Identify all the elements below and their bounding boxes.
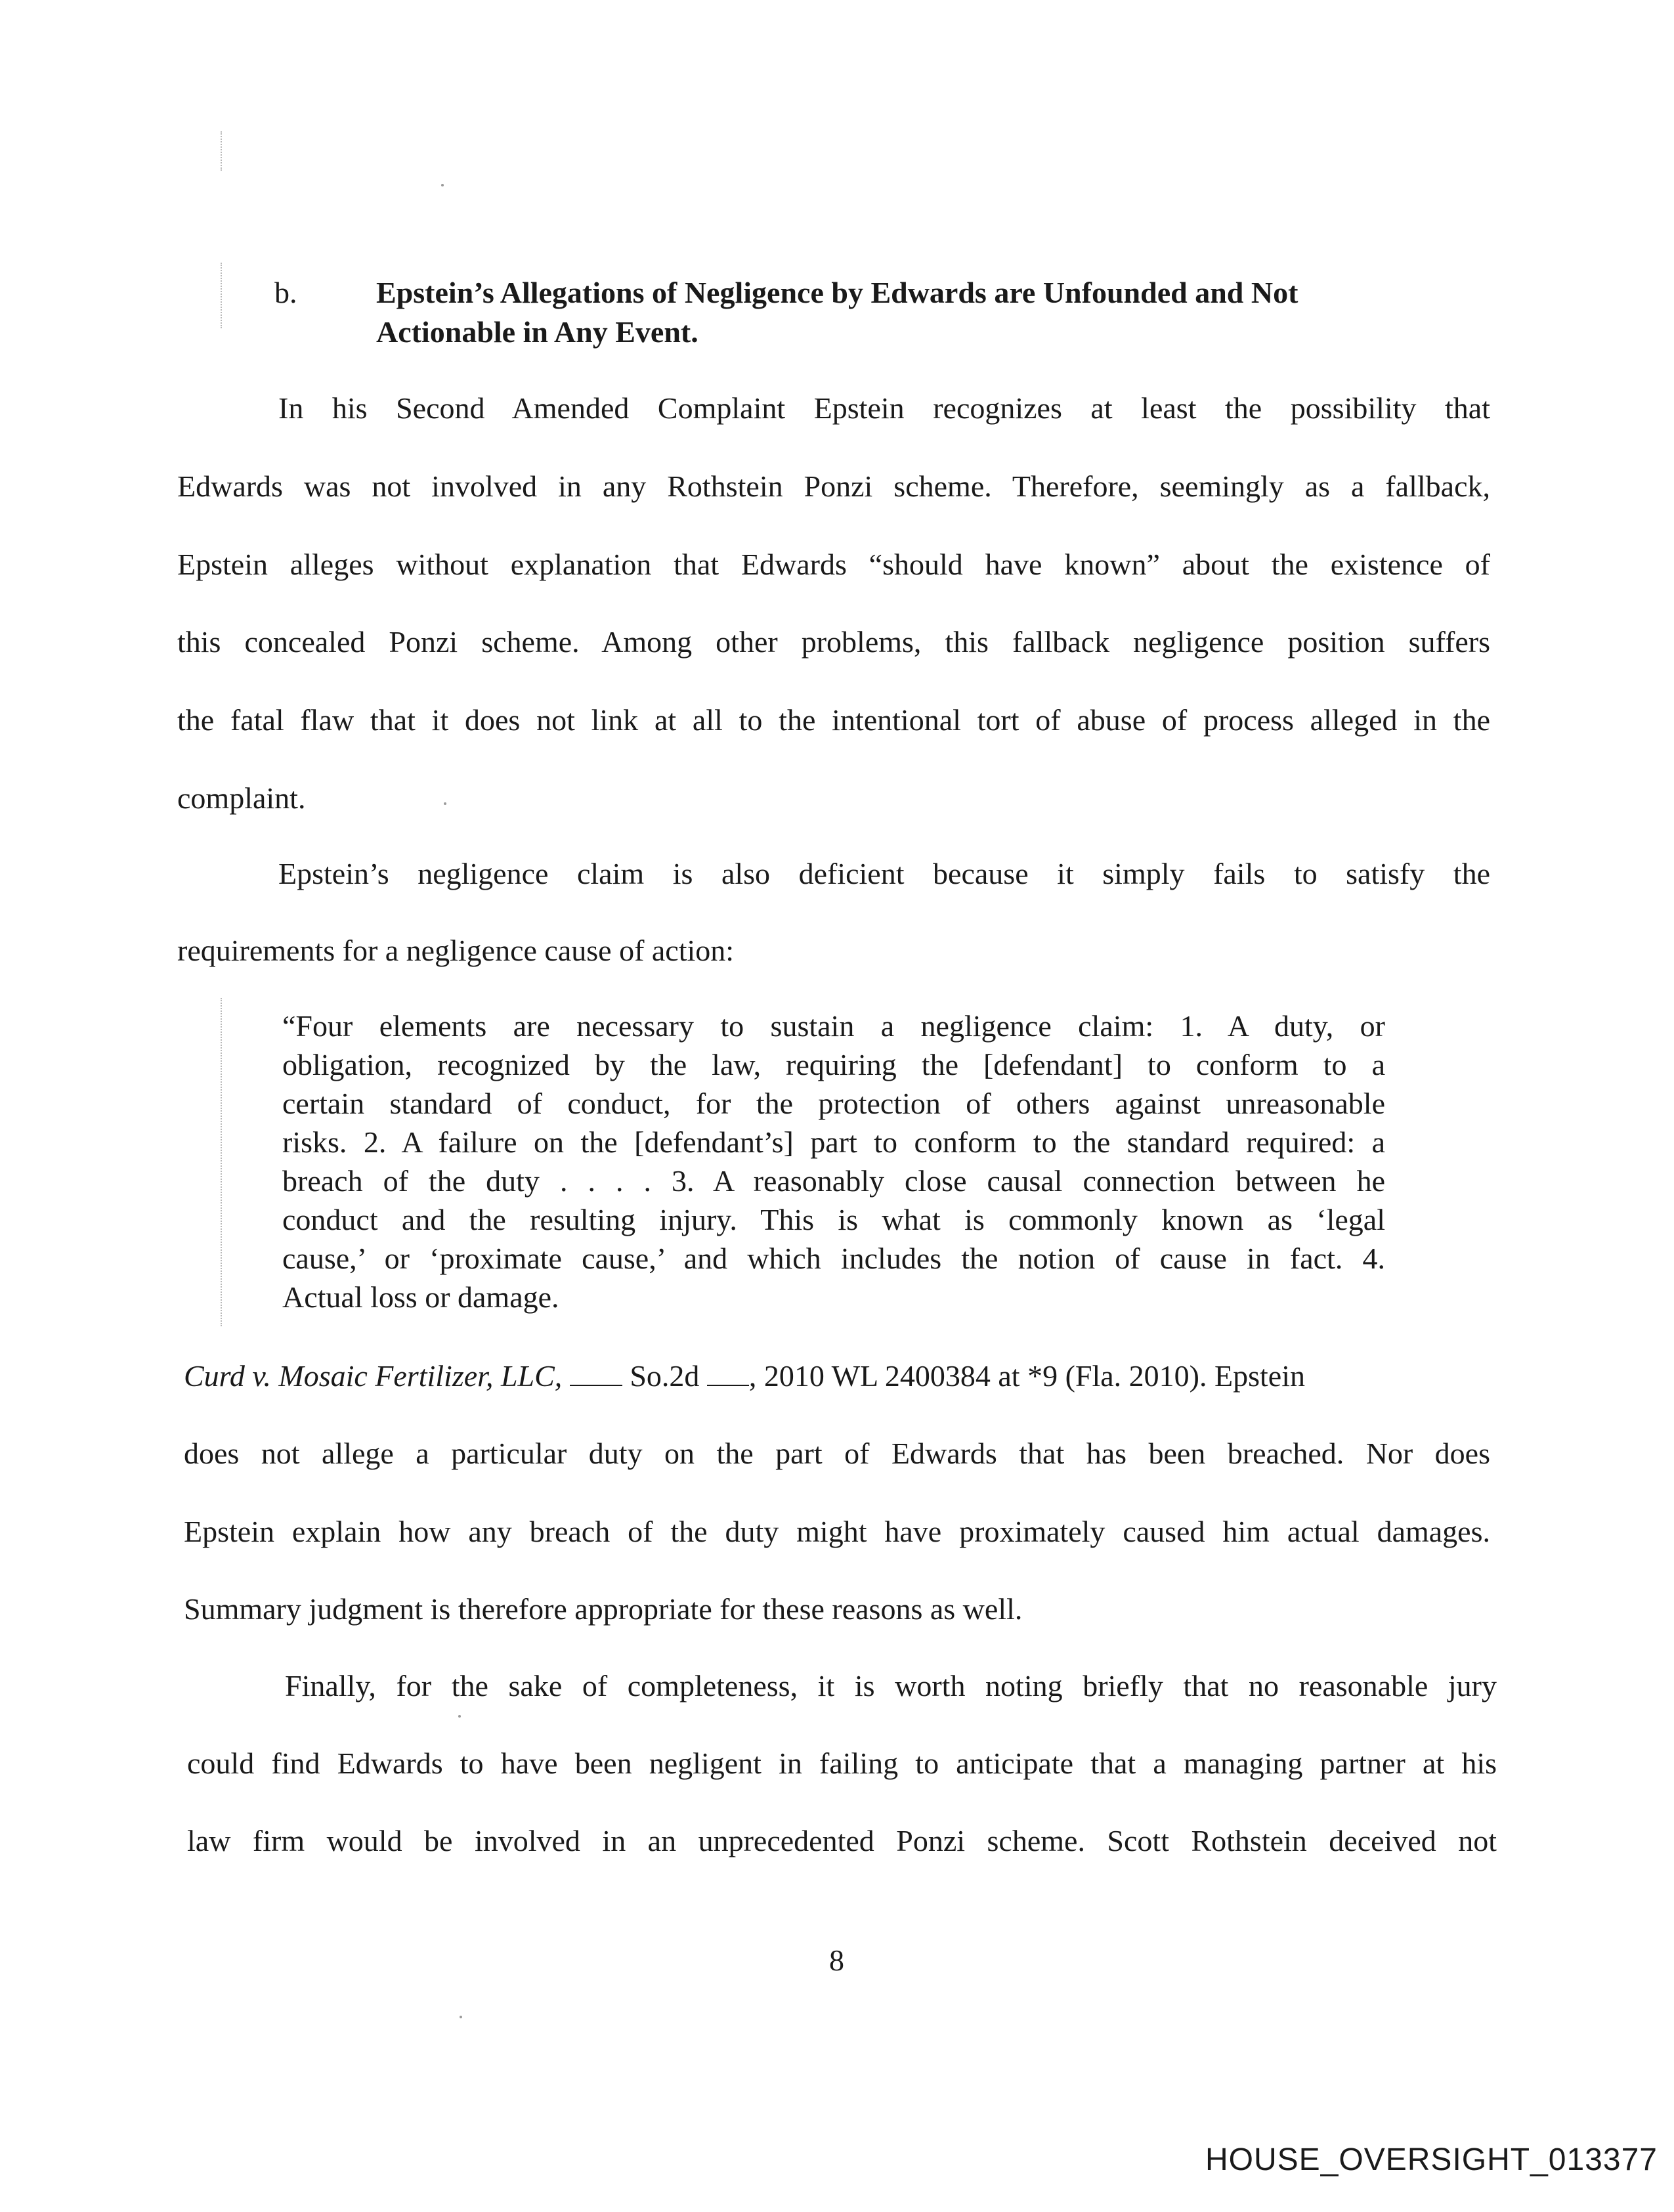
paragraph4-line: Finally, for the sake of completeness, it is worth noting briefly that no reasonable jury xyxy=(285,1669,1497,1702)
block-quote-line: breach of the duty . . . . 3. A reasonably close causal connection between he xyxy=(282,1164,1385,1198)
block-quote-line: Actual loss or damage. xyxy=(282,1280,559,1314)
block-quote-line: obligation, recognized by the law, requiring the [defendant] to conform to a xyxy=(282,1048,1385,1081)
citation-blank-page xyxy=(707,1358,749,1386)
block-quote-line: risks. 2. A failure on the [defendant’s] part to conform to the standard required: a xyxy=(282,1125,1385,1159)
paragraph2-line: requirements for a negligence cause of action: xyxy=(177,934,735,967)
citation-line xyxy=(184,1358,1490,1395)
section-heading-line2: Actionable in Any Event. xyxy=(376,315,698,349)
paragraph1-line: In his Second Amended Complaint Epstein recognizes at least the possibility that xyxy=(278,391,1490,425)
paragraph4-line: law firm would be involved in an unprecedented Ponzi scheme. Scott Rothstein deceived not xyxy=(187,1824,1497,1857)
block-quote-line: cause,’ or ‘proximate cause,’ and which includes the notion of cause in fact. 4. xyxy=(282,1242,1385,1275)
scan-speck xyxy=(460,2016,462,2018)
citation-case-name: Curd v. Mosaic Fertilizer, LLC, xyxy=(184,1359,563,1393)
paragraph3-line: Summary judgment is therefore appropriate for these reasons as well. xyxy=(184,1592,1023,1626)
paragraph1-line: the fatal flaw that it does not link at all to the intentional tort of abuse of process alleged in the xyxy=(177,703,1490,737)
page-number: 8 xyxy=(829,1943,844,1977)
bates-number: HOUSE_OVERSIGHT_013377 xyxy=(1205,2142,1658,2177)
block-quote-line: “Four elements are necessary to sustain a negligence claim: 1. A duty, or xyxy=(282,1009,1385,1043)
citation-rest: , 2010 WL 2400384 at *9 (Fla. 2010). Epstein xyxy=(748,1359,1305,1393)
block-quote-line: conduct and the resulting injury. This is what is commonly known as ‘legal xyxy=(282,1203,1385,1236)
block-quote-line: certain standard of conduct, for the protection of others against unreasonable xyxy=(282,1087,1385,1120)
citation-blank-volume xyxy=(570,1358,622,1386)
scan-margin-dots xyxy=(221,263,223,328)
scan-speck xyxy=(444,802,446,805)
paragraph1-line: Epstein alleges without explanation that Edwards “should have known” about the existence of xyxy=(177,548,1490,581)
paragraph3-line: does not allege a particular duty on the part of Edwards that has been breached. Nor does xyxy=(184,1437,1490,1470)
scan-speck xyxy=(458,1715,461,1718)
paragraph2-line: Epstein’s negligence claim is also deficient because it simply fails to satisfy the xyxy=(278,857,1490,890)
section-heading-line1: Epstein’s Allegations of Negligence by Edwards are Unfounded and Not xyxy=(376,276,1298,309)
section-marker: b. xyxy=(274,276,297,309)
paragraph1-line: complaint. xyxy=(177,781,306,815)
citation-reporter: So.2d xyxy=(630,1359,700,1393)
scan-margin-dots xyxy=(221,998,223,1326)
paragraph4-line: could find Edwards to have been negligent in failing to anticipate that a managing partner at his xyxy=(187,1746,1497,1780)
paragraph1-line: Edwards was not involved in any Rothstein Ponzi scheme. Therefore, seemingly as a fallback, xyxy=(177,469,1490,503)
scan-margin-dots xyxy=(221,131,223,171)
scan-speck xyxy=(441,184,444,186)
paragraph3-line: Epstein explain how any breach of the duty might have proximately caused him actual damages. xyxy=(184,1515,1490,1548)
paragraph1-line: this concealed Ponzi scheme. Among other problems, this fallback negligence position suffers xyxy=(177,625,1490,659)
